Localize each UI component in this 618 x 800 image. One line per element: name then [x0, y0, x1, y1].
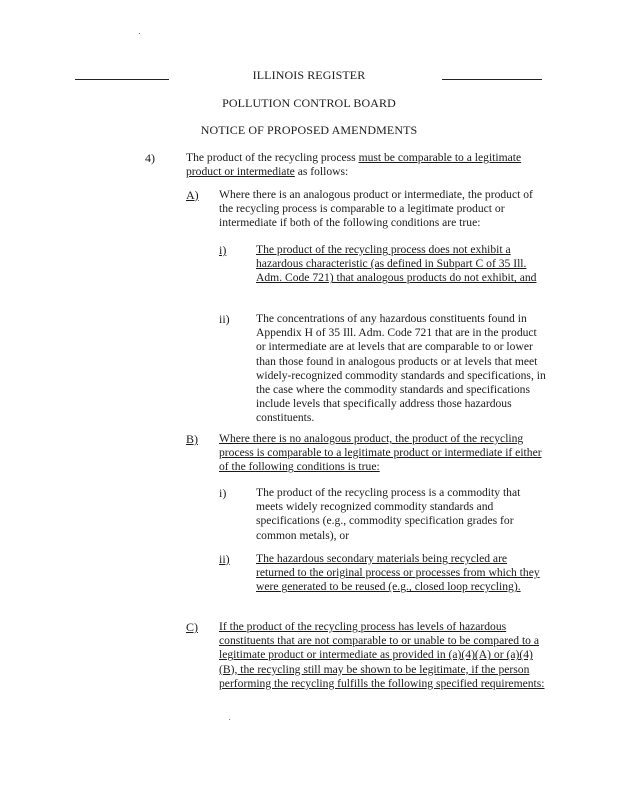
section-a-ii-marker: ii): [219, 312, 230, 326]
section-b-ii-marker: ii): [219, 552, 230, 566]
section-a-i-marker: i): [219, 243, 227, 257]
item-4-text-a: The product of the recycling process: [186, 151, 359, 164]
section-a-ii-text: The concentrations of any hazardous constituents found in Appendix H of 35 Ill. Adm. Code 721 that are in the product or intermediate are at levels that are comparable to or lower than those found in analogous products or at levels that meet widely-recognized commodity standards and specifications, in the case where the commodity standards and specifications include levels that specifically address those hazardous constituents.: [256, 312, 546, 425]
item-4-text-b: must be comparable to a legitimate product or intermediate: [186, 151, 522, 179]
section-b-i-text: The product of the recycling process is a commodity that meets widely recognized commodity standards and specifications (e.g., commodity specification grades for common metals), or: [256, 486, 521, 542]
section-c-marker: C): [186, 620, 198, 634]
item-4-marker: 4): [145, 151, 155, 165]
section-b-text: Where there is no analogous product, the product of the recycling process is comparable to a legitimate product or intermediate if either of the following conditions is true:: [219, 432, 542, 474]
section-c-text: If the product of the recycling process has levels of hazardous constituents that are not comparable to or unable to be compared to a legitimate product or intermediate as provided in (a)(4)(A) or (a)(4)(B), the recycling still may be shown to be legitimate, if the person performing the recycling fulfills the following specified requirements:: [219, 620, 545, 690]
board-title: POLLUTION CONTROL BOARD: [222, 96, 396, 110]
section-a-i-text: The product of the recycling process does not exhibit a hazardous characteristic (as defined in Subpart C of 35 Ill. Adm. Code 721) that analogous products do not exhibit, and: [256, 243, 537, 285]
item-4-text: [186, 151, 542, 179]
section-b-i-marker: i): [219, 486, 227, 500]
section-a-text: Where there is an analogous product or intermediate, the product of the recycling process is comparable to a legitimate product or intermediate if both of the following conditions are true:: [219, 188, 533, 230]
notice-title: NOTICE OF PROPOSED AMENDMENTS: [200, 123, 418, 137]
scan-speck: [139, 33, 140, 34]
section-b-ii-text: The hazardous secondary materials being recycled are returned to the original process or processes from which they were generated to be reused (e.g., closed loop recycling).: [256, 552, 540, 594]
scan-speck: [229, 719, 230, 720]
section-a-marker: A): [186, 188, 199, 202]
section-b-marker: B): [186, 432, 198, 446]
register-title: ILLINOIS REGISTER: [252, 68, 366, 82]
item-4-text-c: as follows:: [294, 165, 349, 179]
